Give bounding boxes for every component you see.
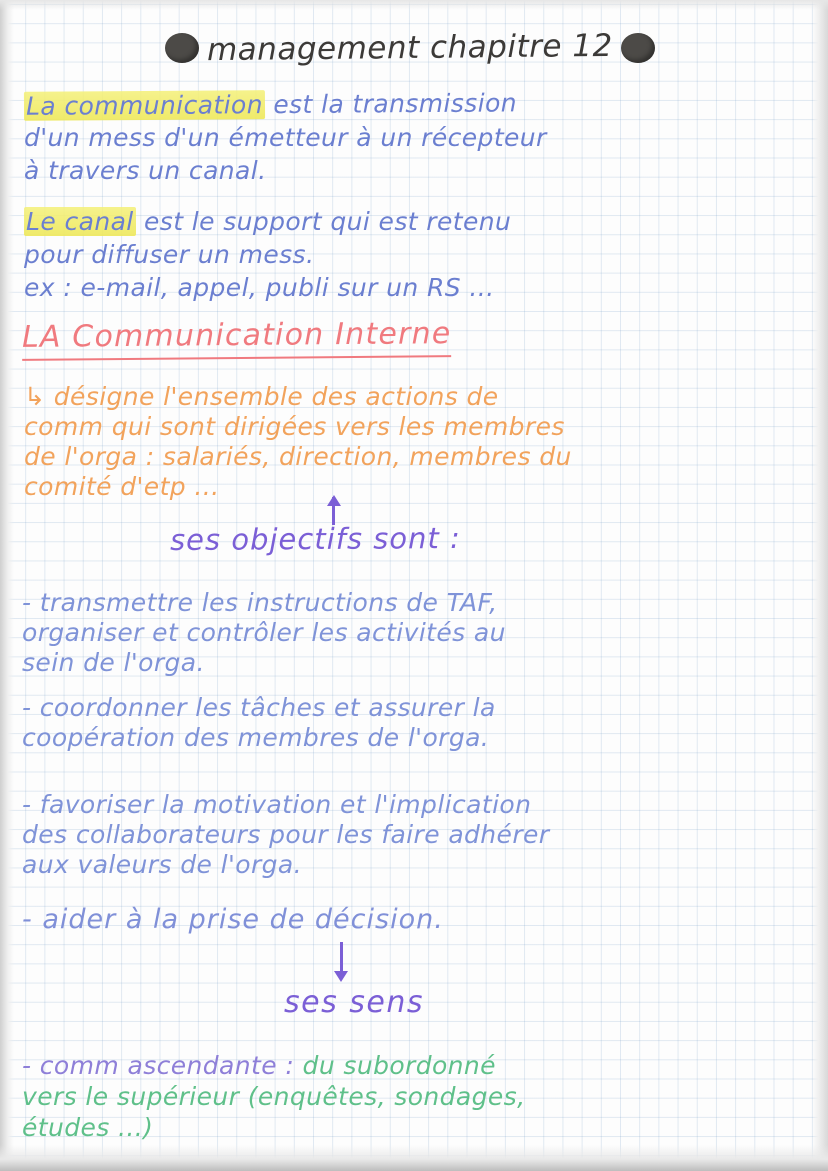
section-heading-communication-interne: LA Communication Interne (22, 316, 452, 361)
sens-1-line-3: études ...) (22, 1113, 154, 1142)
paragraph-definition-canal (24, 205, 511, 304)
orange-line-4: comité d'etp ... (24, 472, 220, 501)
objectif-3-line-2: des collaborateurs pour les faire adhérer (22, 820, 550, 849)
definition-canal-rest-1: est le support qui est retenu (135, 207, 512, 236)
bullet-dash-4: - (22, 904, 33, 935)
definition-communication-line-3: à travers un canal. (24, 156, 267, 185)
bullet-dash-1: - (22, 588, 32, 617)
sens-item-1 (22, 1050, 525, 1143)
page-title-row (120, 27, 700, 69)
sens-1-label: comm ascendante : (39, 1051, 295, 1080)
page-edge-left (0, 0, 14, 1171)
arrow-down-icon (340, 942, 343, 972)
orange-line-1 (24, 382, 572, 412)
objectif-3-line-1 (22, 790, 549, 820)
objectif-item-3 (22, 790, 549, 880)
subheading-objectifs: ses objectifs sont : (169, 520, 461, 558)
orange-line-1-text: désigne l'ensemble des actions de (53, 382, 499, 411)
sens-1-line-2: vers le supérieur (enquêtes, sondages, (22, 1082, 526, 1111)
page-title-text: management chapitre 12 (206, 27, 614, 69)
objectif-item-2 (22, 693, 496, 753)
page-edge-bottom (0, 1145, 828, 1171)
page-edge-right (812, 0, 828, 1171)
objectif-1-line-3: sein de l'orga. (22, 648, 205, 677)
bullet-dash-sens-1: - (22, 1051, 32, 1080)
objectif-item-4 (22, 905, 444, 935)
arrow-right-icon: ↳ (24, 382, 46, 411)
objectif-1-line-2: organiser et contrôler les activités au (22, 618, 506, 647)
paragraph-definition-communication (24, 88, 547, 187)
definition-canal-line-3: ex : e-mail, appel, publi sur un RS ... (24, 273, 495, 302)
objectif-2-line-2: coopération des membres de l'orga. (22, 723, 490, 752)
subheading-ses-sens: ses sens (284, 985, 424, 1020)
sens-1-line-1 (22, 1050, 525, 1081)
definition-canal-line-2: pour diffuser un mess. (24, 240, 315, 269)
definition-communication-line-2: d'un mess d'un émetteur à un récepteur (24, 123, 547, 152)
bullet-dash-2: - (22, 693, 32, 722)
page-title (207, 28, 613, 68)
orange-line-2: comm qui sont dirigées vers les membres (24, 412, 565, 441)
sens-1-text-1: du subordonné (302, 1051, 496, 1080)
definition-communication-rest-1: est la transmission (264, 88, 518, 120)
objectif-3-text-1: favoriser la motivation et l'implication (39, 790, 532, 819)
objectif-1-line-1 (22, 588, 506, 618)
objectif-4-text-1: aider à la prise de décision. (42, 904, 444, 935)
highlighted-term-communication: La communication (25, 90, 264, 121)
dot-decoration-right-icon (621, 33, 655, 63)
highlighted-term-canal: Le canal (26, 207, 134, 236)
objectif-2-text-1: coordonner les tâches et assurer la (39, 693, 496, 722)
objectif-3-line-3: aux valeurs de l'orga. (22, 850, 302, 879)
orange-line-3: de l'orga : salariés, direction, membres du (24, 442, 572, 471)
dot-decoration-left-icon (165, 33, 199, 63)
paragraph-communication-interne-definition (24, 382, 572, 502)
page-edge-top (0, 0, 828, 10)
objectif-4-line-1 (22, 905, 444, 935)
objectif-item-1 (22, 588, 506, 678)
bullet-dash-3: - (22, 790, 32, 819)
arrow-up-icon (332, 497, 335, 525)
definition-canal-line-1 (24, 205, 511, 238)
objectif-2-line-1 (22, 693, 496, 723)
definition-communication-line-1 (24, 86, 547, 123)
objectif-1-text-1: transmettre les instructions de TAF, (39, 588, 498, 617)
